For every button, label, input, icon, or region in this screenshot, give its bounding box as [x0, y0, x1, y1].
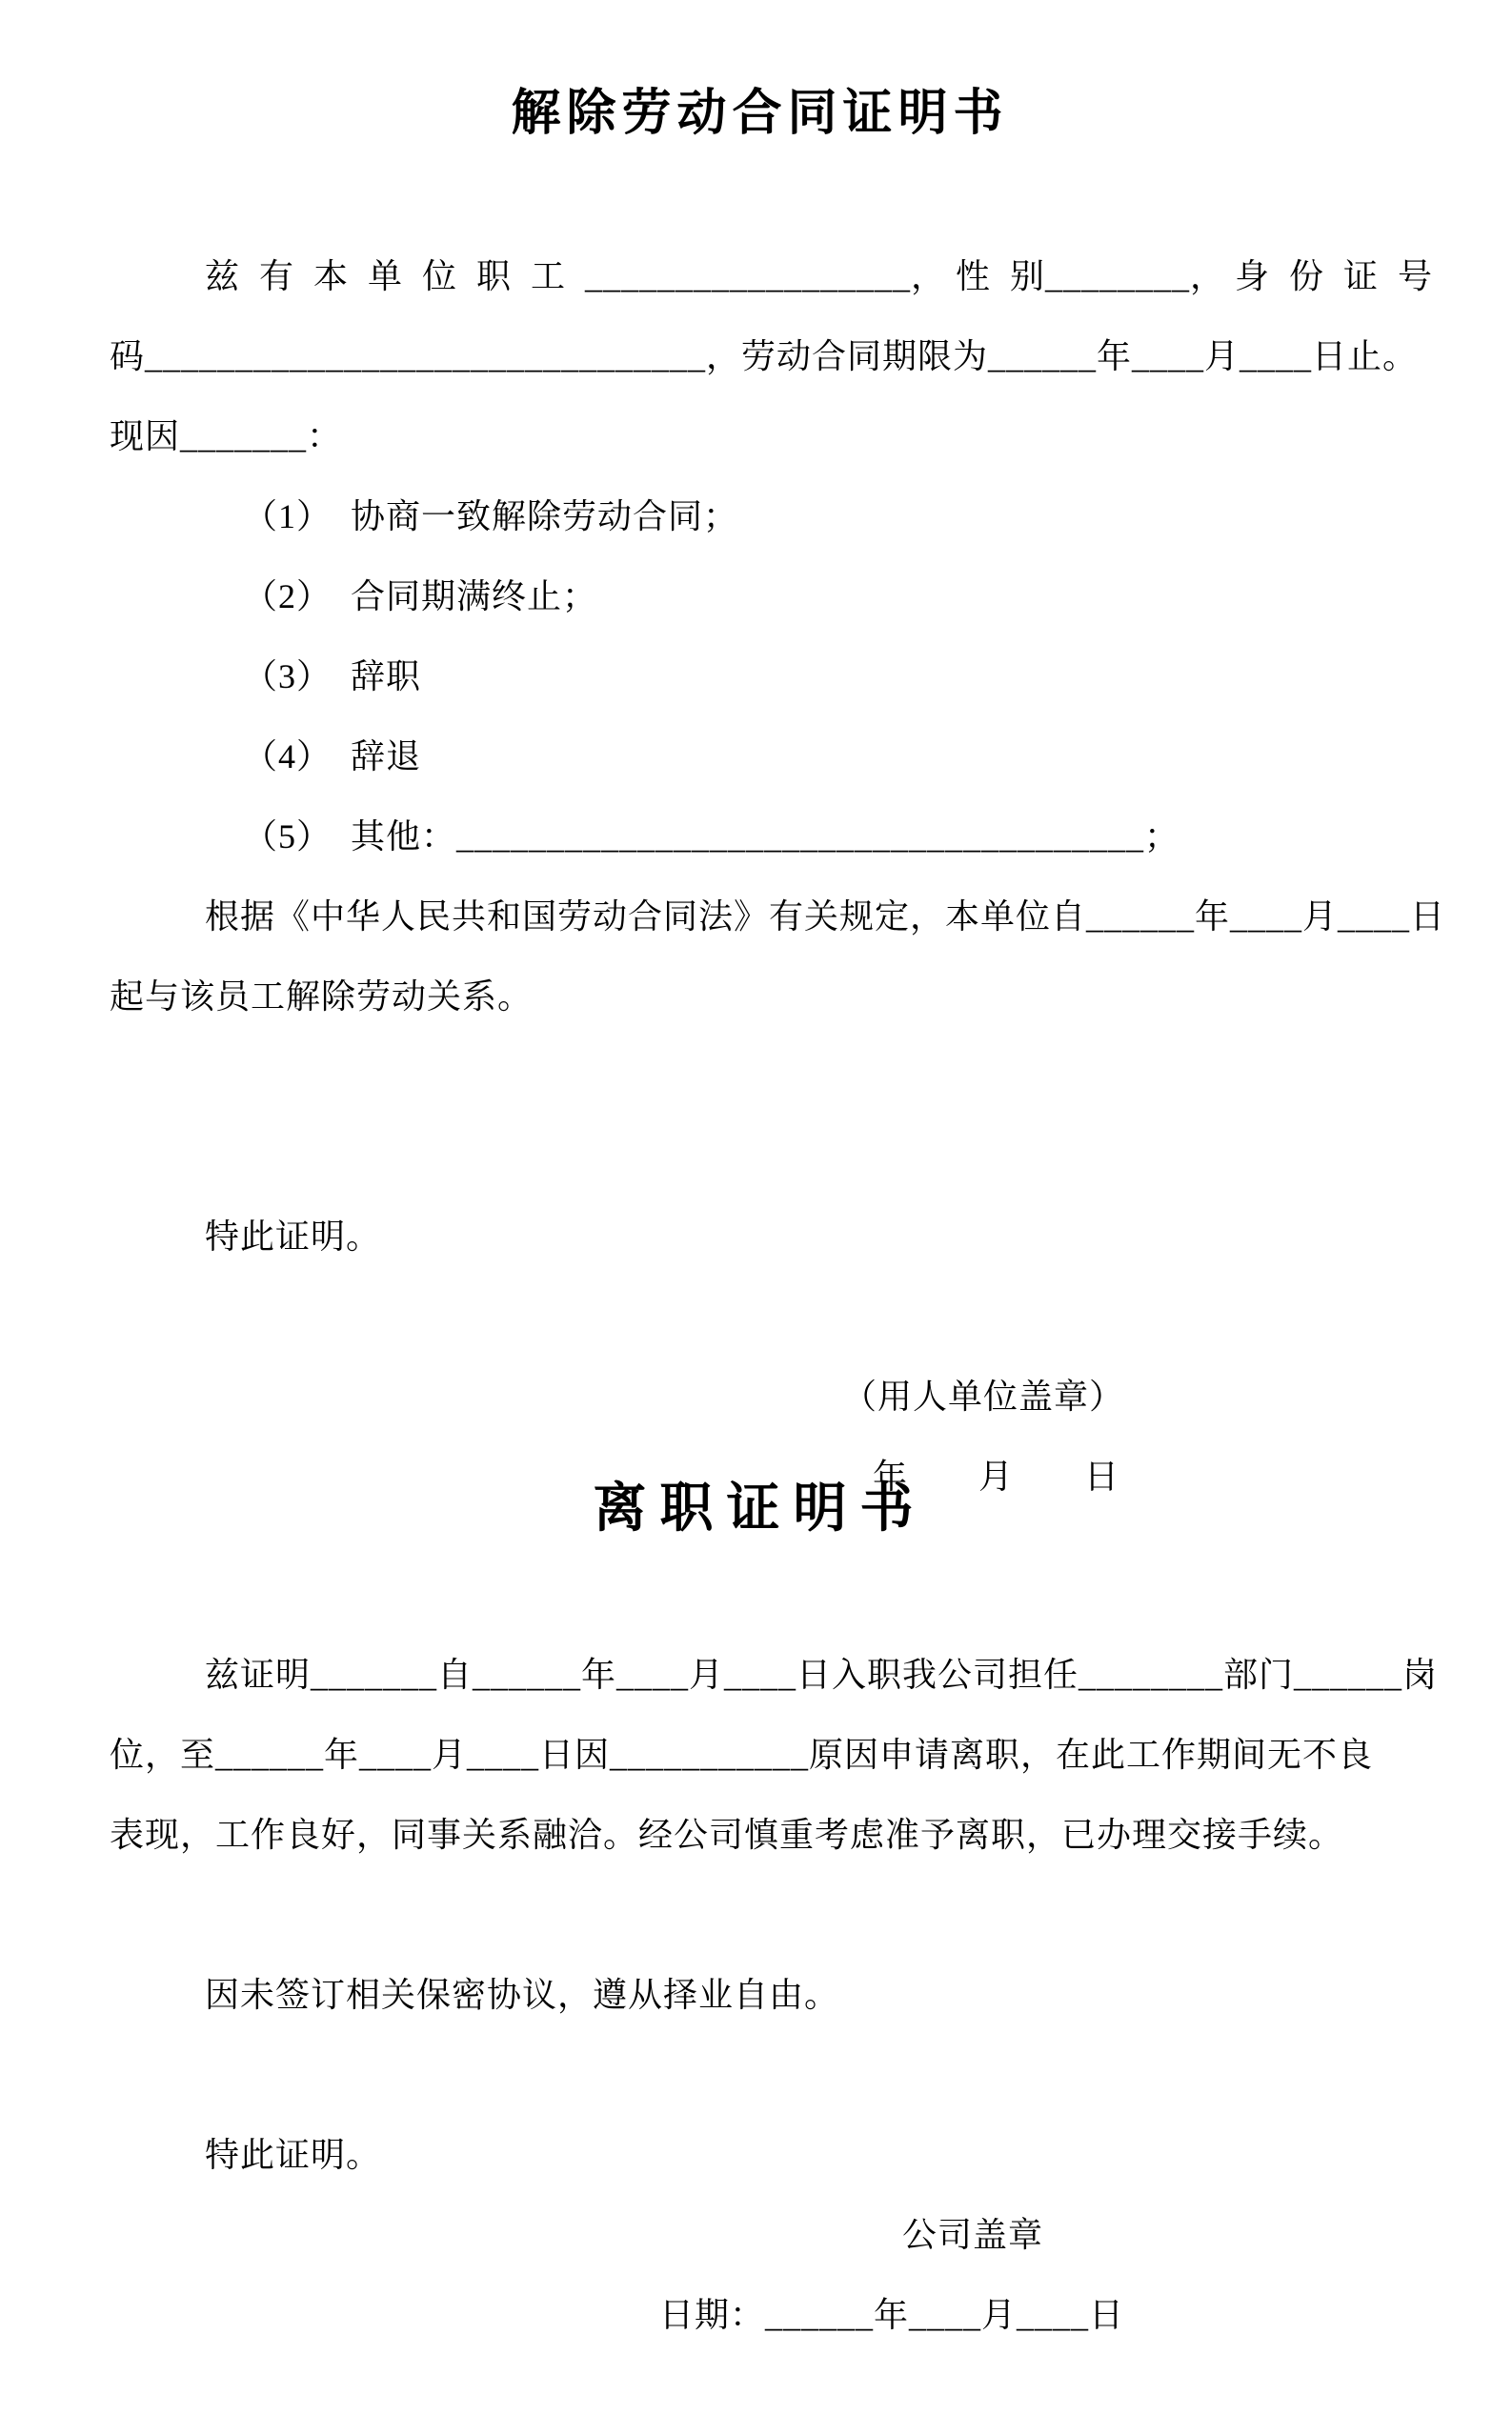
resignation-certificate-body — [110, 1635, 1439, 2355]
paragraph-line: 兹 有 本 单 位 职 工 __________________， 性 别________， 身 份 证 号 — [205, 257, 1433, 295]
resignation-certificate-section — [110, 1479, 1439, 2355]
blank-line — [110, 2035, 1410, 2115]
resignation-certificate-title: 离职证明书 — [593, 1479, 927, 1539]
blank-line — [110, 1277, 1410, 1357]
termination-certificate-section — [110, 86, 1446, 1517]
employer-seal-note-line: （用人单位盖章） — [841, 1378, 1124, 1416]
date-line: 年 月 日 — [872, 1458, 1119, 1496]
reason-option-line: （4） 辞退 — [243, 737, 422, 775]
reason-option-line: （5） 其他：______________________________________； — [243, 817, 1180, 855]
paragraph-line: 起与该员工解除劳动关系。 — [110, 977, 534, 1016]
date-line: 日期：______年____月____日 — [658, 2296, 1124, 2334]
reason-option-line: （1） 协商一致解除劳动合同； — [243, 497, 739, 535]
paragraph-line: 兹证明_______自______年____月____日入职我公司担任________部门______岗 — [205, 1656, 1439, 1694]
paragraph-line: 码_______________________________，劳动合同期限为______年____月____日止。 — [110, 337, 1419, 375]
paragraph-line: 位，至______年____月____日因___________原因申请离职，在此工作期间无不良 — [110, 1736, 1374, 1774]
paragraph-line: 特此证明。 — [205, 2136, 382, 2174]
reason-option-line: （3） 辞职 — [243, 657, 422, 695]
termination-certificate-body — [110, 236, 1446, 1517]
blank-line — [110, 1036, 1410, 1117]
paragraph-line: 特此证明。 — [205, 1218, 382, 1256]
termination-certificate-title: 解除劳动合同证明书 — [511, 87, 1009, 141]
paragraph-line: 表现，工作良好，同事关系融洽。经公司慎重考虑准予离职，已办理交接手续。 — [110, 1816, 1344, 1854]
company-seal-line: 公司盖章 — [901, 2216, 1043, 2254]
blank-line — [110, 1875, 1410, 1955]
blank-line — [110, 1117, 1410, 1197]
reason-option-line: （2） 合同期满终止； — [243, 577, 598, 615]
paragraph-line: 现因_______： — [110, 417, 343, 455]
paragraph-line: 因未签订相关保密协议，遵从择业自由。 — [205, 1976, 840, 2014]
paragraph-line: 根据《中华人民共和国劳动合同法》有关规定，本单位自______年____月____日 — [205, 897, 1446, 936]
